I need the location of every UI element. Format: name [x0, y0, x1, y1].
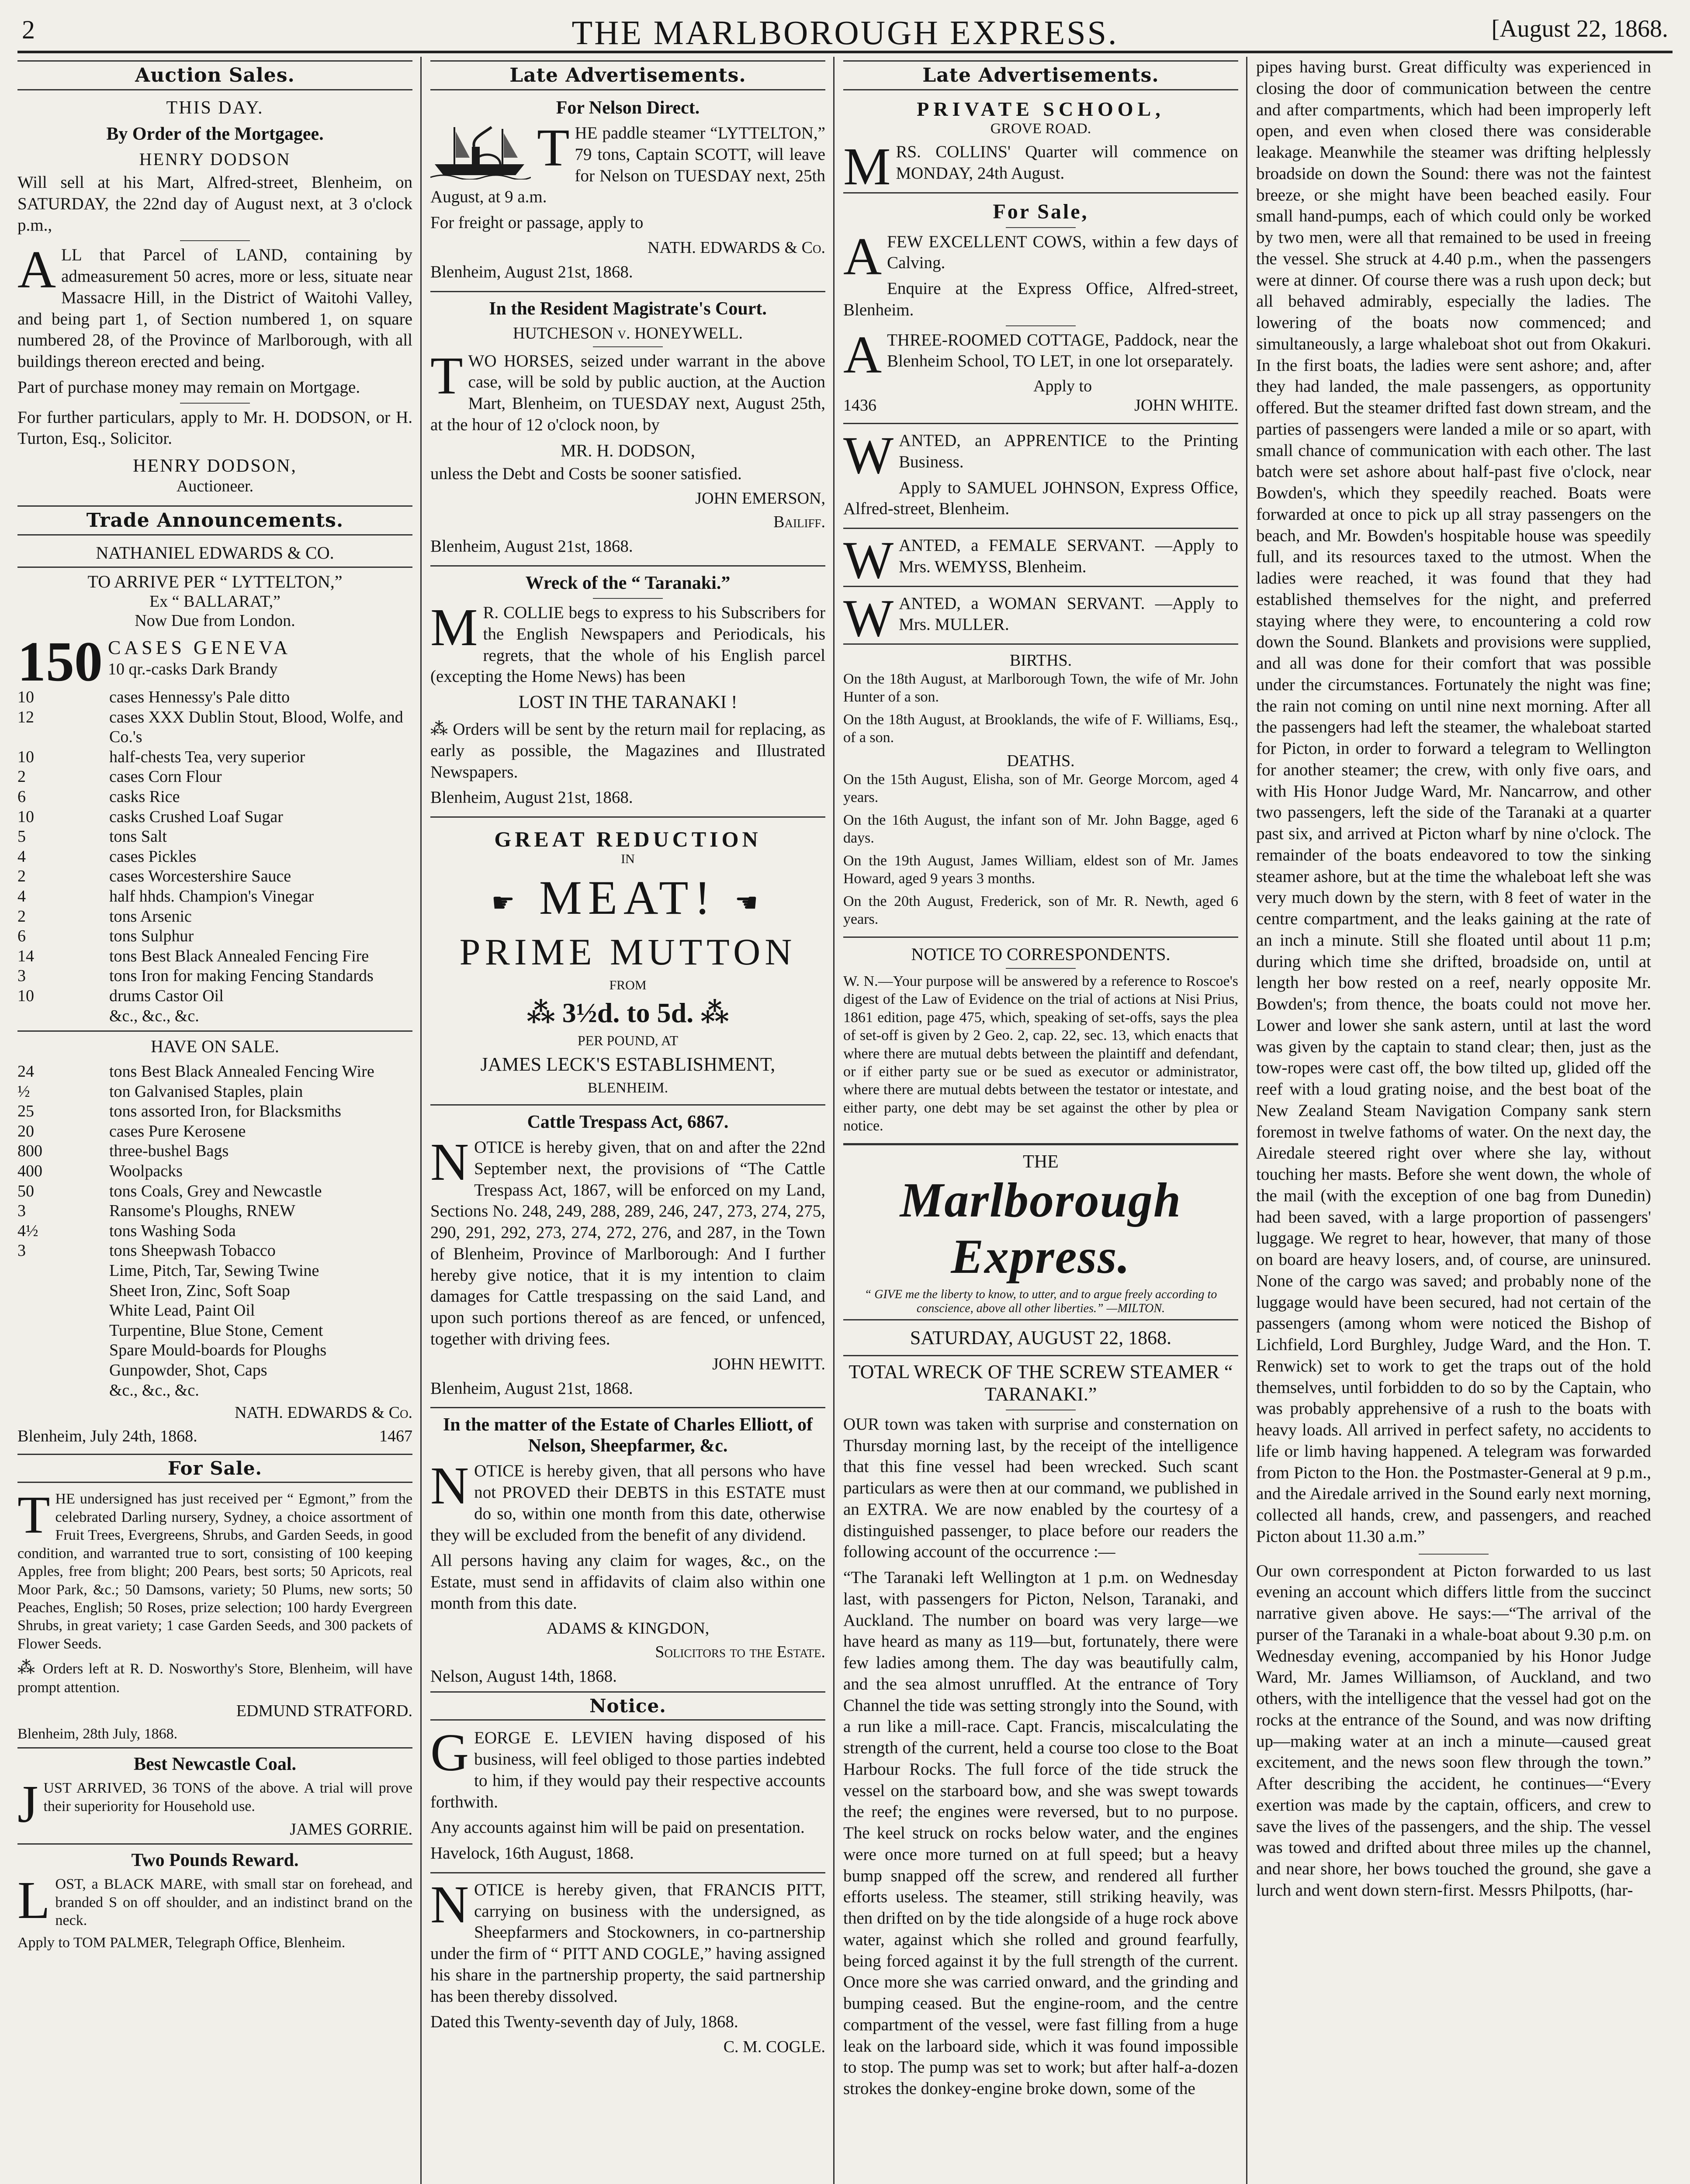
land-text: LL that Parcel of LAND, containing by admeasurement 50 acres, more or less, situate near Massacre Hill, in the District of Waitohi Valley, and being part 1, of Section numbered 1, on square numbered 28, of the Province of Marlborough, with all buildings thereon erected and being. — [17, 245, 412, 371]
births-heading: BIRTHS. — [1009, 651, 1072, 670]
collie-ad — [430, 598, 825, 688]
levien-date: Havelock, 16th August, 1868. — [430, 1844, 634, 1863]
drop-cap: N — [430, 1456, 469, 1516]
goods-item: 10 half-chests Tea, very superior — [17, 747, 305, 766]
leck-place: BLENHEIM. — [587, 1080, 668, 1096]
ship-text: HE paddle steamer “LYTTELTON,” 79 tons, Captain SCOTT, will leave for Nelson on TUESDAY next, 25th August, at 9 a.m. — [430, 124, 825, 207]
goods-item: 4 half hhds. Champion's Vinegar — [17, 887, 314, 905]
forsale-heading: For Sale, — [993, 200, 1089, 223]
cottage-ad — [843, 325, 1238, 384]
drop-cap: J — [17, 1775, 38, 1834]
emerson-signature: JOHN EMERSON, — [695, 489, 825, 508]
dodson-name: MR. H. DODSON, — [561, 440, 695, 460]
asterism-icon: ⁂ — [17, 1658, 43, 1678]
divider — [17, 1747, 412, 1749]
price-text: 3½d. to 5d. — [562, 997, 694, 1028]
drop-cap: W — [843, 426, 894, 485]
drop-cap: L — [17, 1871, 50, 1930]
nelson-date: Blenheim, August 21st, 1868. — [430, 262, 633, 281]
land-ad — [17, 240, 412, 373]
divider — [843, 1355, 1238, 1356]
goods-item: 5 tons Salt — [17, 827, 167, 846]
newspaper-title: THE MARLBOROUGH EXPRESS. — [571, 14, 1119, 52]
column-2 — [430, 57, 825, 2184]
asterism-icon: ⁂ — [430, 719, 453, 739]
pointing-hand-icon: ☛ — [491, 888, 521, 917]
auction-intro: Will sell at his Mart, Alfred-street, Blenheim, on SATURDAY, the 22nd day of August next, at 3 o'clock p.m., — [17, 173, 412, 235]
edwards-heading: NATHANIEL EDWARDS & CO. — [96, 543, 334, 563]
unless-note: unless the Debt and Costs be sooner satisfied. — [430, 464, 742, 483]
adams-kingdon: ADAMS & KINGDON, — [546, 1619, 710, 1638]
goods-item: 4 cases Pickles — [17, 847, 197, 866]
have-on-sale: HAVE ON SALE. — [151, 1037, 279, 1057]
grove-road: GROVE ROAD. — [990, 121, 1091, 137]
drop-cap: M — [843, 137, 891, 196]
sale-item: Turpentine, Blue Stone, Cement — [109, 1321, 323, 1340]
drop-cap: W — [843, 588, 894, 648]
divider — [430, 1407, 825, 1408]
mortgage-note: Part of purchase money may remain on Mortgage. — [17, 377, 360, 397]
sale-item: 800 three-bushel Bags — [17, 1142, 229, 1161]
column-4 — [1256, 57, 1651, 2184]
meat-heading — [430, 870, 825, 926]
column-divider — [420, 57, 422, 2184]
editorial-masthead: Marlborough Express. — [900, 1173, 1182, 1284]
goods-item: &c., &c., &c. — [109, 1006, 199, 1025]
apprentice-text: ANTED, an APPRENTICE to the Printing Business. — [899, 431, 1238, 471]
orders-text: Orders left at R. D. Nosworthy's Store, Blenheim, will have prompt attention. — [17, 1661, 412, 1696]
cogle-signature: C. M. COGLE. — [723, 2038, 825, 2056]
court-date: Blenheim, August 21st, 1868. — [430, 537, 633, 556]
drop-cap: T — [17, 1486, 50, 1545]
apply-label: Apply to — [1033, 377, 1092, 395]
sale-item: 50 tons Coals, Grey and Newcastle — [17, 1182, 322, 1200]
ship-ad — [430, 118, 825, 208]
section-heading-trade: Trade Announcements. — [17, 505, 412, 536]
cases-count: 150 — [17, 636, 103, 688]
palmer-contact: Apply to TOM PALMER, Telegraph Office, Blenheim. — [17, 1935, 346, 1951]
ad-number: 1467 — [379, 1427, 412, 1446]
sale-item: &c., &c., &c. — [109, 1381, 199, 1400]
sale-item: 24 tons Best Black Annealed Fencing Wire — [17, 1062, 374, 1081]
levien-accounts: Any accounts against him will be paid on presentation. — [430, 1818, 805, 1837]
goods-list — [17, 636, 412, 1026]
school-heading: PRIVATE SCHOOL, — [917, 98, 1165, 120]
sale-item: White Lead, Paint Oil — [109, 1301, 255, 1320]
stratford-date: Blenheim, 28th July, 1868. — [17, 1725, 178, 1742]
asterism-icon: ⁂ — [526, 997, 562, 1028]
milton-motto: “ GIVE me the liberty to know, to utter, and to argue freely according to conscience, above all other liberties.” —MILTON. — [864, 1287, 1217, 1315]
birth-notice: On the 18th August, at Brooklands, the wife of F. Williams, Esq., of a son. — [843, 711, 1238, 746]
divider — [843, 643, 1238, 645]
sale-item: Spare Mould-boards for Ploughs — [109, 1341, 327, 1360]
estate-ad — [430, 1456, 825, 1546]
sale-item: Sheet Iron, Zinc, Soft Soap — [109, 1281, 290, 1300]
divider — [430, 1104, 825, 1106]
mare-text: OST, a BLACK MARE, with small star on forehead, and branded S on off shoulder, and an indistinct brand on the neck. — [55, 1876, 412, 1929]
divider — [843, 936, 1238, 938]
deaths-heading: DEATHS. — [1007, 751, 1075, 770]
issue-date: [August 22, 1868. — [1491, 15, 1668, 42]
divider — [843, 586, 1238, 587]
hewitt-signature: JOHN HEWITT. — [712, 1355, 825, 1373]
estate-date: Nelson, August 14th, 1868. — [430, 1666, 617, 1686]
levien-text: EORGE E. LEVIEN having disposed of his business, will feel obliged to those parties indebted to him, if they would pay their respective accounts forthwith. — [430, 1728, 825, 1811]
lost-heading: LOST IN THE TARANAKI ! — [518, 692, 738, 712]
trespass-ad — [430, 1133, 825, 1350]
asterism-icon: ⁂ — [700, 997, 729, 1028]
auctioneer-signature: HENRY DODSON, — [133, 456, 297, 476]
sale-item: 3 Ransome's Ploughs, RNEW — [17, 1202, 295, 1220]
ad-number: 1436 — [843, 396, 876, 415]
per-pound: PER POUND, AT — [577, 1033, 679, 1048]
orders-sent-text: Orders will be sent by the return mail for replacing, as early as possible, the Magazines and Illustrated Newspapers. — [430, 720, 825, 781]
drop-cap: N — [430, 1875, 469, 1934]
in-label: IN — [621, 852, 635, 866]
reward-heading: Two Pounds Reward. — [131, 1850, 299, 1871]
nath-signature: NATH. EDWARDS & Co. — [648, 238, 825, 257]
trespass-date: Blenheim, August 21st, 1868. — [430, 1379, 633, 1398]
meat-text: MEAT! — [539, 871, 717, 924]
levien-ad — [430, 1723, 825, 1813]
column-divider — [1246, 57, 1247, 2184]
steamship-icon — [430, 123, 531, 180]
divider — [17, 567, 412, 568]
goods-item: 2 cases Corn Flour — [17, 767, 222, 786]
divider — [843, 528, 1238, 529]
divider — [430, 1872, 825, 1873]
this-day: THIS DAY. — [166, 98, 264, 118]
sale-item: Gunpowder, Shot, Caps — [109, 1361, 267, 1379]
prime-mutton: PRIME MUTTON — [459, 931, 797, 973]
drop-cap: A — [17, 240, 56, 300]
auctioneer-title: Auctioneer. — [176, 477, 254, 495]
sale-item: 20 cases Pure Kerosene — [17, 1122, 246, 1140]
sale-item: ½ ton Galvanised Staples, plain — [17, 1082, 303, 1101]
column-3 — [843, 57, 1238, 2184]
from-label: FROM — [609, 978, 647, 992]
goods-item: 10 casks Crushed Loaf Sugar — [17, 807, 283, 826]
divider — [593, 346, 663, 347]
edwards-date: Blenheim, July 24th, 1868. — [17, 1427, 197, 1446]
wreck-ad-heading: Wreck of the “ Taranaki.” — [525, 573, 731, 593]
woman-servant-ad — [843, 588, 1238, 648]
great-reduction: GREAT REDUCTION — [494, 827, 762, 851]
pitt-date: Dated this Twenty-seventh day of July, 1868. — [430, 2012, 738, 2032]
orders-sent — [430, 718, 825, 783]
goods-item: 6 casks Rice — [17, 787, 180, 806]
court-case: HUTCHESON v. HONEYWELL. — [513, 324, 743, 342]
mortgagee-order: By Order of the Mortgagee. — [106, 124, 324, 144]
cases-geneva: CASES GENEVA — [108, 637, 291, 658]
white-signature: JOHN WHITE. — [1134, 396, 1238, 415]
drop-cap: W — [843, 531, 894, 590]
divider — [180, 240, 250, 241]
goods-item: 3 tons Iron for making Fencing Standards — [17, 967, 374, 985]
divider — [843, 192, 1238, 194]
divider — [430, 565, 825, 567]
due-note: Now Due from London. — [135, 612, 295, 630]
divider — [1006, 968, 1076, 969]
cottage-signature-line — [843, 396, 1238, 415]
stratford-signature: EDMUND STRATFORD. — [236, 1701, 412, 1720]
article-paragraph: “The Taranaki left Wellington at 1 p.m. on Wednesday last, with passengers for Picton, Nelson, Taranaki, and Auckland. The number on board was very large—we have heard as many as 119—but, fortunately, there were few ladies among them. The day was beautifully calm, and the sea almost unruffled. At the entrance of Tory Channel the tide was setting strongly into the Sound, with a run like a mill-race. Capt. Francis, miscalculating the strength of the current, held a course too close to the Boat Harbour Rocks. The full force of the tide struck the vessel on the starboard bow, and she was swept towards the reef; the engines were reversed, but to no purpose. The keel struck on rocks below water, and the engines were once more turned on at full speed; but a heavy bump snapped off the screw, and rendered all further efforts useless. The steamer, still striking heavily, was then drifted on by the tide alongside of a huge rock above water, against which she rolled and ground fearfully, being forced against it by the full strength of the current. Once more she was carried onward, and the grinding and bumping ceased. But the engine-room, and the centre compartment of the vessel, were fast filling from a huge leak on the larboard side, which it was found impossible to stop. The pump was set to work; but after half-a-dozen strokes the donkey-engine broke down, some of the — [843, 1568, 1238, 2098]
death-notice: On the 20th August, Frederick, son of Mr. R. Newth, aged 6 years. — [843, 893, 1238, 928]
column-divider — [833, 57, 835, 2184]
woman-servant-text: ANTED, a WOMAN SERVANT. —Apply to Mrs. MULLER. — [899, 594, 1238, 634]
goods-item: 2 cases Worcestershire Sauce — [17, 867, 291, 886]
editorial-date: SATURDAY, AUGUST 22, 1868. — [910, 1327, 1172, 1348]
divider — [843, 1143, 1238, 1145]
school-text: RS. COLLINS' Quarter will commence on MONDAY, 24th August. — [896, 142, 1238, 183]
divider — [843, 423, 1238, 424]
trespass-text: OTICE is hereby given, that on and after the 22nd September next, the provisions of “The Cattle Trespass Act, 1867, will be enforced on my Land, Sections No. 248, 249, 288, 289, 246, 247, 273, 274, 275, 290, 291, 292, 273, 274, 272, 276, and 287, in the Town of Blenheim, Province of Marlborough: And I further hereby give notice, that it is my intention to claim damages for Cattle trespassing on the said Land, and upon such portions thereof as are fenced, or unfenced, together with driving fees. — [430, 1138, 825, 1348]
estate-text: OTICE is hereby given, that all persons who have not PROVED their DEBTS in this ESTATE must do so, within one month from this date, otherwise they will be excluded from the benefit of any dividend. — [430, 1462, 825, 1545]
correspondents-heading: NOTICE TO CORRESPONDENTS. — [911, 944, 1171, 964]
article-paragraph: OUR town was taken with surprise and consternation on Thursday morning last, by the receipt of the intelligence that this fine vessel had been wrecked. Such scant particulars as were then at our command, we published in an EXTRA. We are now enabled by the courtesy of a distinguished passenger, to place before our readers the following account of the occurrence :— — [843, 1414, 1238, 1562]
enquire-note: Enquire at the Express Office, Alfred-street, Blenheim. — [843, 279, 1238, 319]
ex-ship: Ex “ BALLARAT,” — [149, 592, 281, 611]
section-heading-notice: Notice. — [430, 1691, 825, 1721]
masthead — [17, 9, 1673, 53]
court-heading: In the Resident Magistrate's Court. — [489, 298, 767, 319]
drop-cap: A — [843, 227, 882, 286]
sale-list — [17, 1062, 412, 1400]
pitt-text: OTICE is hereby given, that FRANCIS PITT, carrying on business with the undersigned, as Sheepfarmers and Stockowners, in co-partnership under the firm of “ PITT AND COGLE,” having assigned his share in the partnership property, the said partnership has been thereby dissolved. — [430, 1880, 825, 2006]
drop-cap: T — [430, 346, 463, 405]
leck-establishment: JAMES LECK'S ESTABLISHMENT, — [480, 1054, 776, 1075]
school-ad — [843, 137, 1238, 196]
coal-text: UST ARRIVED, 36 TONS of the above. A trial will prove their superiority for Household use. — [43, 1780, 412, 1814]
divider — [843, 1319, 1238, 1320]
divider — [1006, 227, 1076, 228]
section-heading-forsale: For Sale. — [17, 1454, 412, 1483]
solicitors-title: Solicitors to the Estate. — [655, 1642, 825, 1661]
female-servant-ad — [843, 531, 1238, 590]
divider — [17, 1843, 412, 1845]
bailiff-title: Bailiff. — [773, 513, 825, 532]
horses-ad — [430, 346, 825, 436]
goods-item: 6 tons Sulphur — [17, 927, 194, 946]
edwards-signature: NATH. EDWARDS & Co. — [235, 1403, 412, 1422]
divider — [17, 1030, 412, 1032]
goods-item: 12 cases XXX Dublin Stout, Blood, Wolfe, and Co.'s — [17, 708, 403, 746]
cows-text: FEW EXCELLENT COWS, within a few days of Calving. — [887, 232, 1238, 273]
sale-item: 3 tons Sheepwash Tobacco — [17, 1241, 276, 1260]
divider — [593, 598, 663, 599]
collie-text: R. COLLIE begs to express to his Subscribers for the English Newspapers and Periodicals, his regrets, that the whole of his English parcel (excepting the Home News) has been — [430, 603, 825, 686]
the-label: THE — [1023, 1151, 1059, 1172]
coal-heading: Best Newcastle Coal. — [133, 1754, 297, 1775]
death-notice: On the 16th August, the infant son of Mr. John Bagge, aged 6 days. — [843, 812, 1238, 847]
death-notice: On the 15th August, Elisha, son of Mr. George Morcom, aged 4 years. — [843, 771, 1238, 806]
divider — [430, 816, 825, 818]
drop-cap: G — [430, 1723, 469, 1783]
page-number: 2 — [22, 15, 35, 44]
goods-item: 10 cases Hennessy's Pale ditto — [17, 688, 290, 706]
pointing-hand-icon: ☚ — [734, 888, 765, 917]
arrive-heading: TO ARRIVE PER “ LYTTELTON,” — [87, 572, 343, 591]
drop-cap: A — [843, 325, 882, 384]
female-servant-text: ANTED, a FEMALE SERVANT. —Apply to Mrs. WEMYSS, Blenheim. — [899, 536, 1238, 576]
column-1 — [17, 57, 412, 2184]
edwards-date-line — [17, 1427, 412, 1446]
goods-item: 2 tons Arsenic — [17, 907, 192, 926]
correspondents-text: W. N.—Your purpose will be answered by a reference to Roscoe's digest of the Law of Evidence on the trial of actions at Nisi Prius, 1861 edition, page 475, which, speaking of set-offs, says the plea of set-off is given by 2 Geo. 2, cap. 22, sec. 13, which enacts that where there are mutual debts between the plaintiff and defendant, or if either party sue or be sued as executor or administrator, where there are mutual debts between the testator or intestate, and either party, one debt may be set against the other by plea or notice. — [843, 973, 1238, 1134]
price-line — [430, 996, 825, 1029]
section-heading-late: Late Advertisements. — [430, 60, 825, 90]
drop-cap: N — [430, 1133, 469, 1192]
birth-notice: On the 18th August, at Marlborough Town, the wife of Mr. John Hunter of a son. — [843, 671, 1238, 705]
sale-item: 25 tons assorted Iron, for Blacksmiths — [17, 1102, 341, 1121]
mare-ad — [17, 1871, 412, 1930]
collie-date: Blenheim, August 21st, 1868. — [430, 788, 633, 807]
apprentice-ad — [843, 426, 1238, 485]
apprentice-apply: Apply to SAMUEL JOHNSON, Express Office, Alfred-street, Blenheim. — [843, 478, 1238, 518]
egmont-text: HE undersigned has just received per “ Egmont,” from the celebrated Darling nursery, Sydney, a choice assortment of Fruit Trees, Evergreens, Shrubs, and Garden Seeds, in good condition, and warranted true to sort, consisting of 100 keeping Apples, free from blight; 200 Pears, best sorts; 50 Apricots, real Moor Park, &c.; 50 Damsons, variety; 50 Plums, new sorts; 50 Peaches, English; 50 Roses, prize selection; 100 hardy Evergreen Shrubs, in great variety; 1 case Garden Seeds, and 300 packets of Flower Seeds. — [17, 1491, 412, 1652]
pitt-ad — [430, 1875, 825, 2008]
wreck-headline: TOTAL WRECK OF THE SCREW STEAMER “ TARANAKI.” — [848, 1361, 1233, 1405]
goods-item: 10 qr.-casks Dark Brandy — [108, 660, 278, 678]
drop-cap: T — [537, 118, 570, 177]
death-notice: On the 19th August, James William, eldest son of Mr. James Howard, aged 9 years 3 months. — [843, 852, 1238, 887]
divider — [180, 403, 250, 404]
drop-cap: M — [430, 598, 478, 657]
sale-item: 4½ tons Washing Soda — [17, 1221, 236, 1240]
trespass-heading: Cattle Trespass Act, 6867. — [527, 1112, 729, 1132]
horses-text: WO HORSES, seized under warrant in the above case, will be sold by public auction, at the Auction Mart, Blenheim, on TUESDAY next, August 25th, at the hour of 12 o'clock noon, by — [430, 351, 825, 434]
particulars: For further particulars, apply to Mr. H. DODSON, or H. Turton, Esq., Solicitor. — [17, 408, 412, 448]
sale-item: Lime, Pitch, Tar, Sewing Twine — [109, 1261, 319, 1280]
goods-item: 14 tons Best Black Annealed Fencing Fire — [17, 947, 369, 965]
cottage-text: THREE-ROOMED COTTAGE, Paddock, near the Blenheim School, TO LET, in one lot orseparately. — [887, 330, 1238, 371]
nelson-heading: For Nelson Direct. — [556, 98, 700, 118]
cows-ad — [843, 227, 1238, 286]
section-heading-late: Late Advertisements. — [843, 60, 1238, 90]
estate-claims: All persons having any claim for wages, &c., on the Estate, must send in affidavits of claim also within one month from this date. — [430, 1551, 825, 1613]
sale-item: 400 Woolpacks — [17, 1162, 183, 1181]
divider — [1006, 325, 1076, 326]
divider — [430, 291, 825, 292]
section-heading-auction: Auction Sales. — [17, 60, 412, 90]
goods-item: 10 drums Castor Oil — [17, 986, 224, 1005]
auctioneer-name: HENRY DODSON — [139, 149, 291, 169]
divider — [1419, 1554, 1489, 1555]
egmont-ad — [17, 1486, 412, 1653]
gorrie-signature: JAMES GORRIE. — [290, 1820, 412, 1839]
article-paragraph: Our own correspondent at Picton forwarded to us last evening an account which differs little from the succinct narrative given above. He says:—“The arrival of the purser of the Taranaki in a whale-boat about 9.30 p.m. on Wednesday evening, accompanied by his Honor Judge Ward, Mr. James Williamson, of Auckland, and two others, with the intelligence that the vessel had got on the rocks at the entrance of the Sound, and was now drifting up—making water at an inch a minute—caused great excitement, and the news soon flew through the town.” After describing the accident, he continues—“Every exertion was made by the captain, officers, and crew to save the lives of the passengers, and the ship. The vessel was towed and drifted about three miles up the channel, and near shore, her bows touched the ground, she gave a lurch and went down stern-first. Messrs Philpotts, (har- — [1256, 1561, 1651, 1900]
freight-note: For freight or passage, apply to — [430, 213, 644, 232]
estate-heading: In the matter of the Estate of Charles Elliott, of Nelson, Sheepfarmer, &c. — [443, 1415, 813, 1456]
orders-note — [17, 1657, 412, 1697]
article-paragraph: pipes having burst. Great difficulty was experienced in closing the door of communication between the centre and after compartments, which had been improperly left open, and even when closed there was considerable leakage. Meanwhile the steamer was drifting helplessly broadside on down the Sound: there was not the faintest breeze, or she might have been beached easily. Four small hand-pumps, each of which could only be worked by two men, were all that remained to be used in freeing the vessel. She struck at 4.40 p.m., when the passengers were at dinner. Of course there was a rush upon deck; but all behaved admirably, especially the ladies. The lowering of the boats now commenced; and simultaneously, a large whaleboat shot out from Okakuri. In the first boats, the ladies were sent ashore; and, after they had landed, the male passengers, as opportunity offered. But the steamer drifted fast down stream, and the parties of passengers were landed a mile or so apart, with small chance of communication with each other. The last batch were set ashore about half-past five o'clock, near Bowden's, which they speedily reached. Boats were forwarded at once to pick up all stray passengers on the beach, and Mr. Bowden's hospitable house was speedily full, and its resources taxed to the utmost. When the ladies were reached, it was found that they had established themselves for the night, and preferred staying where they were, to encountering a cold row down the Sound. Blankets and provisions were supplied, and all was done for their comfort that was possible under the circumstances. Fortunately the night was fine; the rain not coming on until nine next morning. After all the passengers had left the steamer, the whaleboat started for Picton, in order to forward a telegram to Wellington for another steamer; the crew, with only five oars, and with His Honor Judge Ward, Mr. Nancarrow, and other two passengers, left the side of the Taranaki at a quarter past six, and arrived at Picton wharf by nine o'clock. The remainder of the boats endeavored to tow the sinking steamer ashore, but at the time the whaleboat left she was very much down by the stern, with 8 feet of water in the centre compartment, and the leaks gaining at the rate of an inch a minute. Still she floated until about 11 p.m; during which time she drifted, broadside on, until at length her bow rested on a reef, nearly opposite Mr. Bowden's; from thence, the boats could not move her. Lower and lower she sank astern, until at last the word was given by the captain to stand clear; then, just as the tow-ropes were cast off, the bow tilted up, glided off the reef with a loud grating noise, and the best boat of the New Zealand Steam Navigation Company sank stern foremost in twelve fathoms of water. On the next day, the Airedale steered right over where she lay, without touching her masts. Before she went down, the whole of the mail (with the exception of one bag from Dunedin) had been saved, with a large proportion of passengers' luggage. We regret to hear, however, that many of those on board are heavy losers, and, of course, are uninsured. None of the cargo was saved; and probably none of the luggage would have been secured, had not certain of the passengers (among whom were noticed the Bishop of Lichfield, Lord Burghley, Judge Ward, and the Hon. T. Renwick) set to work to get the traps out of the hold themselves, until forbidden to do so by the Captain, who was probably apprehensive of a rush to the boats with heavy loads. All arrived in perfect safety, no accidents to life or limb having happened. A telegram was forwarded from Picton to the Hon. the Postmaster-General at 9 p.m., and the Airedale arrived in the Sound early next morning, collected all hands, crew, and passengers, and reached Picton about 11.30 a.m.” — [1256, 58, 1651, 1546]
